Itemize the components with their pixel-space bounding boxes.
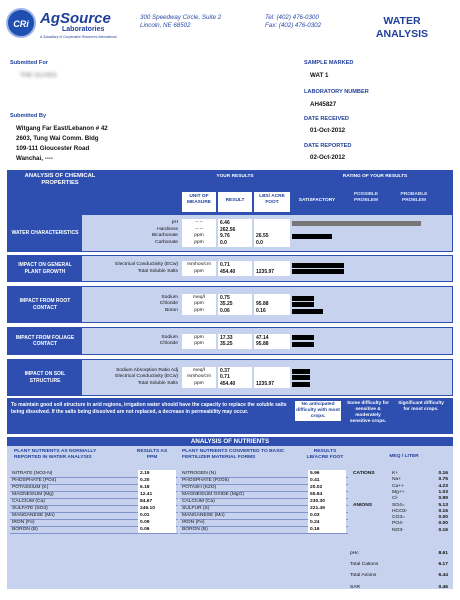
total-label: Total Cations bbox=[350, 562, 379, 567]
result-value: 262.56 bbox=[220, 226, 236, 233]
parameter-name: Electrical Conductivity (ECw) bbox=[115, 374, 178, 380]
ion-meq: 0.16 bbox=[438, 471, 448, 476]
probable-col-head: PROBABLE PROBLEM bbox=[400, 192, 428, 203]
parameter-name: Electrical Conductivity (ECw) bbox=[115, 262, 178, 267]
result-value: 454.40 bbox=[220, 268, 236, 275]
group-title: IMPACT ON SOIL STRUCTURE bbox=[24, 371, 66, 384]
lbs-col-head: LBS/ ACRE FOOT bbox=[259, 194, 285, 205]
fertilizer-lbs: 0.16 bbox=[308, 526, 346, 533]
parameter-name: pH bbox=[171, 220, 178, 225]
parameter-name: Bicarbonate bbox=[151, 233, 178, 238]
rating-bar bbox=[292, 263, 344, 268]
result-value: 9.76 bbox=[220, 233, 230, 239]
satisfactory-col-head: SATISFACTORY bbox=[298, 198, 336, 203]
parameter-name: Sodium bbox=[161, 334, 178, 340]
result-value: 0.37 bbox=[220, 367, 230, 374]
nutrient-name: CALCIUM (Ca) bbox=[12, 499, 45, 504]
rating-bar bbox=[292, 309, 323, 314]
unit-of-measure: meq/l bbox=[193, 294, 205, 300]
result-value: 35.25 bbox=[220, 301, 233, 308]
parameter-name: Carbonate bbox=[155, 239, 178, 245]
parameter-name: Boron bbox=[164, 307, 178, 313]
lab-address bbox=[140, 14, 221, 30]
fertilizer-name: NITROGEN (N) bbox=[182, 471, 216, 476]
company-sub: Laboratories bbox=[62, 26, 105, 33]
nutrient-ppm: 6.18 bbox=[138, 484, 176, 491]
fertilizer-lbs: 20.02 bbox=[308, 484, 346, 491]
total-label: SAR bbox=[350, 585, 361, 590]
rating-bar bbox=[292, 221, 421, 226]
date-reported-label: DATE REPORTED bbox=[304, 143, 352, 149]
total-value: 6.17 bbox=[438, 562, 448, 567]
submitted-for-value: THE OLIVES bbox=[20, 72, 57, 79]
result-value: 0.71 bbox=[220, 262, 230, 268]
group-title: IMPACT FROM FOLIAGE CONTACT bbox=[15, 334, 75, 347]
parameter-name: Total Soluble Salts bbox=[137, 380, 178, 386]
result-value: 0.75 bbox=[220, 294, 230, 301]
parameter-name: Total Soluble Salts bbox=[137, 268, 178, 274]
nutrient-ppm: 84.67 bbox=[138, 498, 176, 505]
nutrient-name: SULFATE (SO4) bbox=[12, 506, 48, 511]
ion-meq: 0.16 bbox=[438, 508, 448, 514]
unit-of-measure: ppm bbox=[194, 268, 204, 274]
rating-bar bbox=[292, 269, 344, 274]
date-received-value: 01-Oct-2012 bbox=[310, 127, 346, 134]
fertilizer-lbs: 221.49 bbox=[308, 505, 346, 512]
tel: Tel: (402) 476-0300 bbox=[265, 14, 319, 21]
fertilizer-name: MANGANESE (Mn) bbox=[182, 513, 225, 518]
address-line-2: Lincoln, NE 68502 bbox=[140, 22, 191, 29]
submitted-by-line-4: Wanchai, ---- bbox=[16, 155, 53, 162]
lbs-acre-foot: 95.88 bbox=[256, 301, 269, 308]
lab-phone bbox=[265, 14, 321, 30]
nut-head-ppm: RESULTS AS PPM bbox=[136, 449, 168, 460]
result-value: 454.40 bbox=[220, 380, 236, 387]
nutrient-ppm: 0.06 bbox=[138, 526, 176, 533]
unit-of-measure: ppm bbox=[194, 334, 204, 340]
legend-possible: Some difficulty for sensitive & moderately sensitive crops. bbox=[346, 401, 390, 424]
row-divider bbox=[10, 533, 178, 534]
ion-meq: 0.00 bbox=[438, 521, 448, 527]
rating-bar bbox=[292, 296, 314, 301]
unit-of-measure: ppm bbox=[194, 301, 204, 307]
date-received-label: DATE RECEIVED bbox=[304, 116, 349, 122]
result-value: 35.25 bbox=[220, 341, 233, 347]
nutrient-ppm: 246.10 bbox=[138, 505, 176, 512]
legend-satisfactory: No anticipated difficulty with most crops. bbox=[296, 402, 340, 419]
fertilizer-name: SULFUR (S) bbox=[182, 506, 210, 511]
unit-of-measure: ppm bbox=[194, 380, 204, 386]
nutrient-ppm: 2.19 bbox=[138, 470, 176, 477]
anions-label: ANIONS bbox=[353, 503, 373, 508]
ion-meq: 1.03 bbox=[438, 489, 448, 495]
nutrient-ppm: 0.09 bbox=[138, 519, 176, 526]
nutrient-name: POTASSIUM (K) bbox=[12, 485, 49, 490]
rating-header: RATING OF YOUR RESULTS bbox=[342, 174, 408, 179]
fertilizer-lbs: 55.84 bbox=[308, 491, 346, 498]
fertilizer-lbs: 230.30 bbox=[308, 498, 346, 505]
group-title-cell bbox=[8, 215, 82, 251]
ion-name: Mg++ bbox=[392, 489, 405, 495]
rating-bar bbox=[292, 342, 314, 347]
parameter-name: Chloride bbox=[159, 301, 178, 307]
logo bbox=[6, 8, 36, 38]
parameter-name: Hardness bbox=[157, 226, 178, 232]
submitted-for-label: Submitted For bbox=[10, 60, 48, 66]
sample-marked-value: WAT 1 bbox=[310, 72, 329, 79]
fax: Fax: (402) 476-0302 bbox=[265, 22, 322, 29]
fertilizer-name: IRON (Fe) bbox=[182, 520, 205, 525]
result-value: 0.06 bbox=[220, 307, 230, 314]
total-value: 6.44 bbox=[438, 573, 448, 578]
ion-name: Ca++ bbox=[392, 483, 404, 489]
ion-meq: 0.00 bbox=[438, 515, 448, 521]
submitted-by-line-2: 2603, Tung Wai Comm. Bldg bbox=[16, 135, 99, 142]
sample-marked-label: SAMPLE MARKED bbox=[304, 60, 354, 66]
ion-meq: 0.75 bbox=[438, 477, 448, 483]
nutrients-title: ANALYSIS OF NUTRIENTS bbox=[190, 438, 270, 445]
rating-bar bbox=[292, 302, 314, 307]
unit-col-head: UNIT OF MEASURE bbox=[187, 194, 211, 205]
fertilizer-name: CALCIUM (Ca) bbox=[182, 499, 215, 504]
result-value: 6.46 bbox=[220, 220, 230, 226]
group-title: IMPACT ON GENERAL PLANT GROWTH bbox=[18, 262, 72, 275]
fertilizer-name: MAGNESIUM OXIDE (MgO) bbox=[182, 492, 244, 497]
footnote: To maintain good soil structure in arid regions, irrigation water should have the capacity to replace the soluble salts being dissolved. If the salts being dissolved are not replaced, a decrease in permeability may occur. bbox=[11, 402, 287, 415]
unit-of-measure: ppm bbox=[194, 341, 204, 346]
cations-label: CATIONS bbox=[353, 471, 375, 476]
unit-of-measure: ppm bbox=[194, 239, 204, 245]
company-name: AgSource bbox=[40, 10, 111, 27]
nutrient-name: MAGNESIUM (Mg) bbox=[12, 492, 54, 497]
submitted-by-address bbox=[16, 124, 108, 164]
lbs-acre-foot: 1235.97 bbox=[256, 380, 275, 387]
date-reported-value: 02-Oct-2012 bbox=[310, 154, 346, 161]
lab-number-label: LABORATORY NUMBER bbox=[304, 89, 369, 95]
total-label: pHc bbox=[350, 551, 359, 556]
group-title: WATER CHARACTERISTICS bbox=[11, 229, 79, 236]
nutrients-table bbox=[7, 446, 453, 589]
ion-meq: 4.23 bbox=[438, 483, 448, 489]
rating-bar bbox=[292, 335, 314, 340]
nut-head-mid: PLANT NUTRIENTS CONVERTED TO BASIC FERTILIZER MATERIAL FORMS bbox=[182, 449, 285, 460]
total-value: 8.61 bbox=[438, 551, 448, 556]
possible-col-head: POSSIBLE PROBLEM bbox=[353, 192, 379, 203]
chem-title: ANALYSIS OF CHEMICAL PROPERTIES bbox=[24, 173, 96, 186]
lbs-acre-foot: 95.88 bbox=[256, 341, 269, 347]
total-value: 0.46 bbox=[438, 585, 448, 590]
unit-of-measure: -- -- bbox=[195, 220, 203, 225]
parameter-name: Sodium bbox=[161, 294, 178, 300]
group-title-cell bbox=[8, 287, 82, 322]
lbs-acre-foot: 0.0 bbox=[256, 239, 263, 246]
ion-name: K+ bbox=[392, 471, 399, 476]
ion-name: Na+ bbox=[392, 477, 402, 483]
your-results-header: YOUR RESULTS bbox=[216, 174, 254, 179]
fertilizer-name: BORON (B) bbox=[182, 527, 208, 532]
ion-name: HCO3- bbox=[392, 508, 408, 514]
fertilizer-lbs: 0.41 bbox=[308, 477, 346, 484]
address-line-1: 300 Speedway Circle, Suite 2 bbox=[140, 14, 222, 21]
nutrient-ppm: 0.20 bbox=[138, 477, 176, 484]
report-title bbox=[362, 15, 442, 41]
ion-name: CO3= bbox=[392, 515, 405, 521]
report-title-line-2: ANALYSIS bbox=[375, 28, 429, 40]
lbs-acre-foot: 0.16 bbox=[256, 307, 266, 314]
fertilizer-name: POTASH (K2O) bbox=[182, 485, 217, 490]
nutrient-ppm: 12.41 bbox=[138, 491, 176, 498]
result-value: 0.71 bbox=[220, 374, 230, 381]
submitted-by-line-3: 109-111 Gloucester Road bbox=[16, 145, 90, 152]
lbs-acre-foot: 26.55 bbox=[256, 233, 269, 239]
lbs-acre-foot: 1235.97 bbox=[256, 268, 275, 275]
nut-head-lbs: RESULTS LB/ACRE FOOT bbox=[306, 449, 344, 460]
unit-of-measure: ppm bbox=[194, 307, 204, 313]
parameter-name: Sodium Absorption Ratio Adj bbox=[116, 367, 178, 373]
group-title-cell bbox=[8, 360, 82, 395]
unit-of-measure: mmhos/cm bbox=[187, 262, 211, 267]
rating-bar bbox=[292, 369, 310, 374]
nutrient-name: MANGANESE (Mn) bbox=[12, 513, 55, 518]
unit-of-measure: mmhos/cm bbox=[187, 374, 211, 380]
lab-number-value: AH45827 bbox=[310, 101, 337, 108]
result-value: 0.0 bbox=[220, 239, 227, 246]
fertilizer-name: PHOSPHATE (P2O5) bbox=[182, 478, 229, 483]
fertilizer-lbs: 0.03 bbox=[308, 512, 346, 519]
submitted-by-label: Submitted By bbox=[10, 113, 47, 119]
unit-of-measure: -- -- bbox=[195, 226, 203, 232]
ion-name: Cl- bbox=[392, 496, 399, 502]
group-title: IMPACT FROM ROOT CONTACT bbox=[19, 298, 71, 311]
group-title-cell bbox=[8, 328, 82, 354]
ion-meq: 5.13 bbox=[438, 502, 448, 508]
ion-name: SO4= bbox=[392, 502, 405, 508]
group-title-cell bbox=[8, 256, 82, 281]
ion-name: PO4- bbox=[392, 521, 404, 527]
fertilizer-lbs: 0.24 bbox=[308, 519, 346, 526]
nutrient-name: IRON (Fe) bbox=[12, 520, 35, 525]
ion-meq: 0.99 bbox=[438, 496, 448, 502]
rating-bar bbox=[292, 375, 310, 380]
ion-name: NO3- bbox=[392, 527, 404, 533]
ion-meq: 0.16 bbox=[438, 527, 448, 533]
legend-probable: Significant difficulty for most crops. bbox=[398, 401, 444, 412]
nutrient-name: BORON (B) bbox=[12, 527, 38, 532]
lbs-acre-foot: 47.14 bbox=[256, 334, 269, 341]
rating-bar bbox=[292, 382, 310, 387]
logo-mark: CRi bbox=[13, 19, 29, 29]
company-tagline: A Subsidiary of Cooperative Resources International bbox=[40, 35, 117, 39]
result-col-head: RESULT bbox=[225, 198, 245, 203]
report-title-line-1: WATER bbox=[383, 15, 421, 27]
nut-head-left: PLANT NUTRIENTS AS NORMALLY REPORTED IN WATER ANALYSIS bbox=[14, 449, 97, 460]
nut-head-meq: MEQ / LITER bbox=[389, 454, 419, 459]
nutrient-ppm: 0.01 bbox=[138, 512, 176, 519]
submitted-by-line-1: Witgang Far East/Lebanon # 42 bbox=[16, 125, 108, 132]
sample-info bbox=[304, 60, 454, 161]
rating-bar bbox=[292, 234, 332, 239]
row-divider bbox=[180, 533, 348, 534]
parameter-name: Chloride bbox=[159, 341, 178, 346]
total-label: Total Anions bbox=[350, 573, 377, 578]
nutrient-name: PHOSPHATE (PO4) bbox=[12, 478, 57, 483]
unit-of-measure: ppm bbox=[194, 233, 204, 238]
result-value: 17.33 bbox=[220, 334, 233, 341]
fertilizer-lbs: 5.96 bbox=[308, 470, 346, 477]
nutrient-name: NITRATE (NO3-N) bbox=[12, 471, 53, 476]
unit-of-measure: meq/l bbox=[193, 367, 205, 373]
